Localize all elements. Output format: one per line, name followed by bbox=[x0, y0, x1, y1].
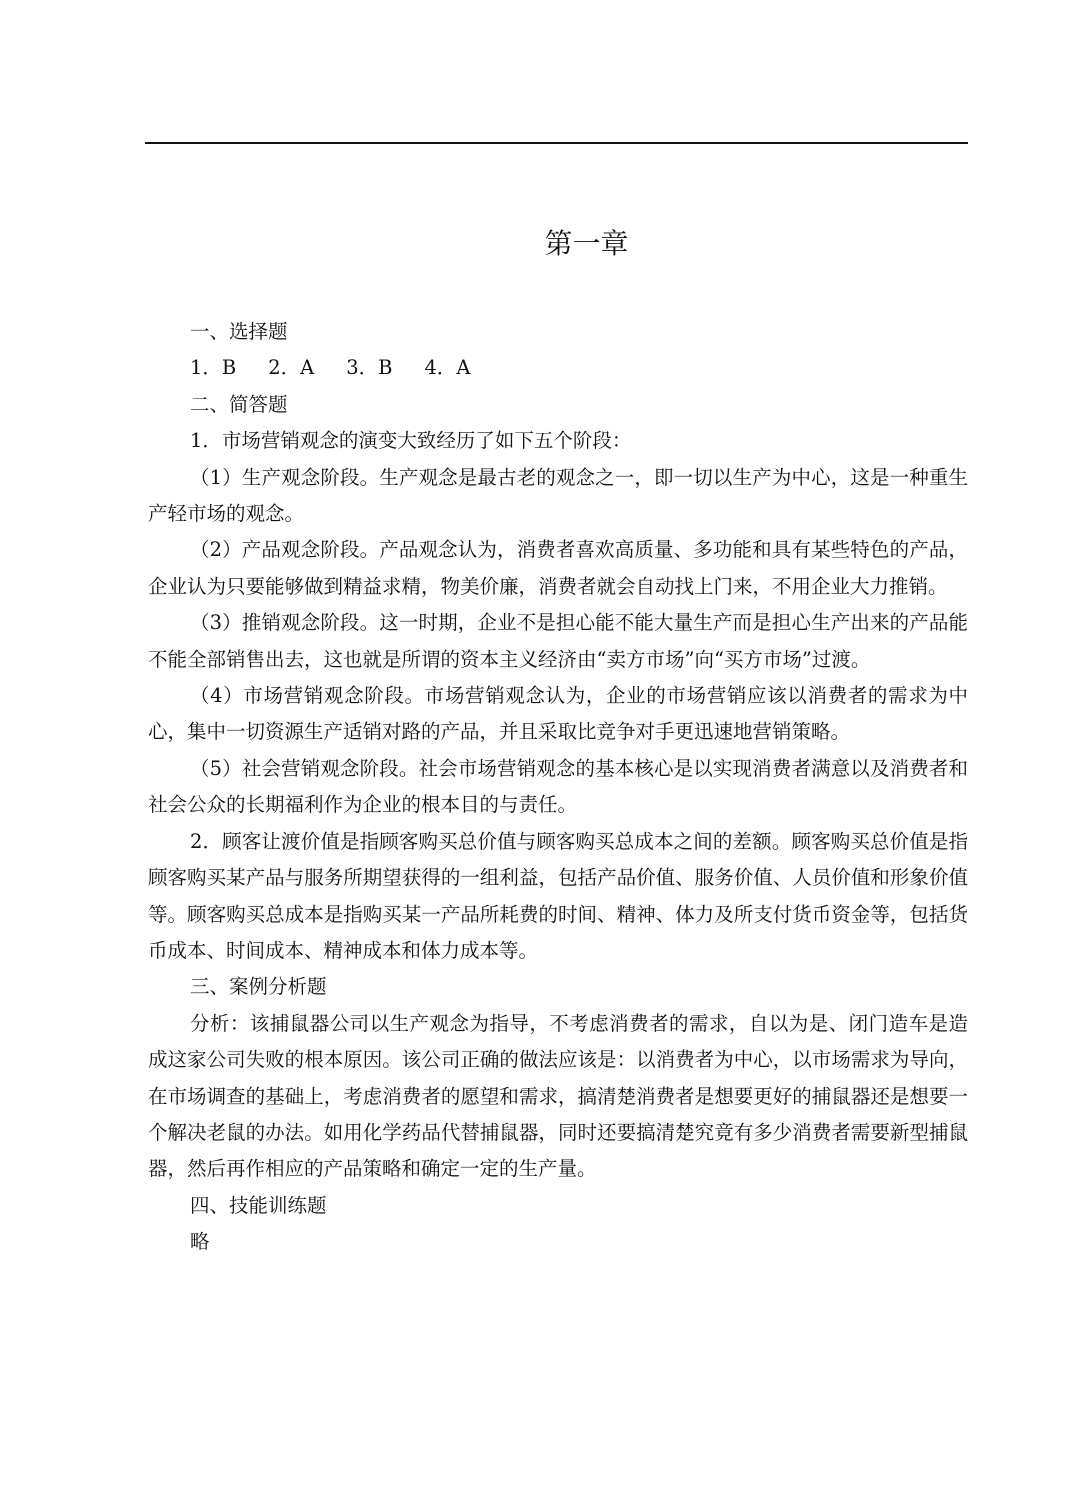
case-analysis-paragraph: 分析：该捕鼠器公司以生产观念为指导，不考虑消费者的需求，自以为是、闭门造车是造成这家公司失败的根本原因。该公司正确的做法应该是：以消费者为中心，以市场需求为导向，在市场调查的基础上，考虑消费者的愿望和需求，搞清楚消费者是想要更好的捕鼠器还是想要一个解决老鼠的办法。如用化学药品代替捕鼠器，同时还要搞清楚究竟有多少消费者需要新型捕鼠器，然后再作相应的产品策略和确定一定的生产量。 bbox=[148, 1011, 968, 1181]
section-heading-case-analysis: 三、案例分析题 bbox=[190, 975, 327, 999]
question-1-intro: 1．市场营销观念的演变大致经历了如下五个阶段： bbox=[190, 429, 632, 453]
stage-paragraph: （2）产品观念阶段。产品观念认为，消费者喜欢高质量、多功能和具有某些特色的产品，企业认为只要能够做到精益求精，物美价廉，消费者就会自动找上门来，不用企业大力推销。 bbox=[148, 538, 968, 598]
answer-item: 1．B bbox=[190, 356, 237, 380]
section-heading-multiple-choice: 一、选择题 bbox=[190, 320, 288, 343]
header-rule bbox=[145, 142, 968, 144]
section-heading-short-answer: 二、简答题 bbox=[190, 392, 288, 416]
multiple-choice-answers bbox=[148, 350, 968, 386]
stage-paragraph: （5）社会营销观念阶段。社会市场营销观念的基本核心是以实现消费者满意以及消费者和社会公众的长期福利作为企业的根本目的与责任。 bbox=[148, 756, 968, 817]
chapter-title: 第一章 bbox=[544, 227, 629, 260]
question-2-answer: 2．顾客让渡价值是指顾客购买总价值与顾客购买总成本之间的差额。顾客购买总价值是指顾客购买某产品与服务所期望获得的一组利益，包括产品价值、服务价值、人员价值和形象价值等。顾客购买总成本是指购买某一产品所耗费的时间、精神、体力及所支付货币资金等，包括货币成本、时间成本、精神成本和体力成本等。 bbox=[148, 829, 968, 962]
chapter-content bbox=[148, 314, 968, 1261]
answer-item: 2．A bbox=[268, 356, 315, 380]
stage-paragraph: （4）市场营销观念阶段。市场营销观念认为，企业的市场营销应该以消费者的需求为中心，集中一切资源生产适销对路的产品，并且采取比竞争对手更迅速地营销策略。 bbox=[148, 684, 968, 744]
stage-paragraph: （1）生产观念阶段。生产观念是最古老的观念之一，即一切以生产为中心，这是一种重生产轻市场的观念。 bbox=[148, 465, 968, 526]
answer-item: 4．A bbox=[424, 356, 471, 380]
stage-paragraph: （3）推销观念阶段。这一时期，企业不是担心能不能大量生产而是担心生产出来的产品能不能全部销售出去，这也就是所谓的资本主义经济由“卖方市场”向“买方市场”过渡。 bbox=[148, 611, 968, 671]
answer-item: 3．B bbox=[346, 356, 393, 380]
skill-training-text: 略 bbox=[190, 1230, 210, 1254]
section-heading-skill-training: 四、技能训练题 bbox=[190, 1193, 327, 1217]
